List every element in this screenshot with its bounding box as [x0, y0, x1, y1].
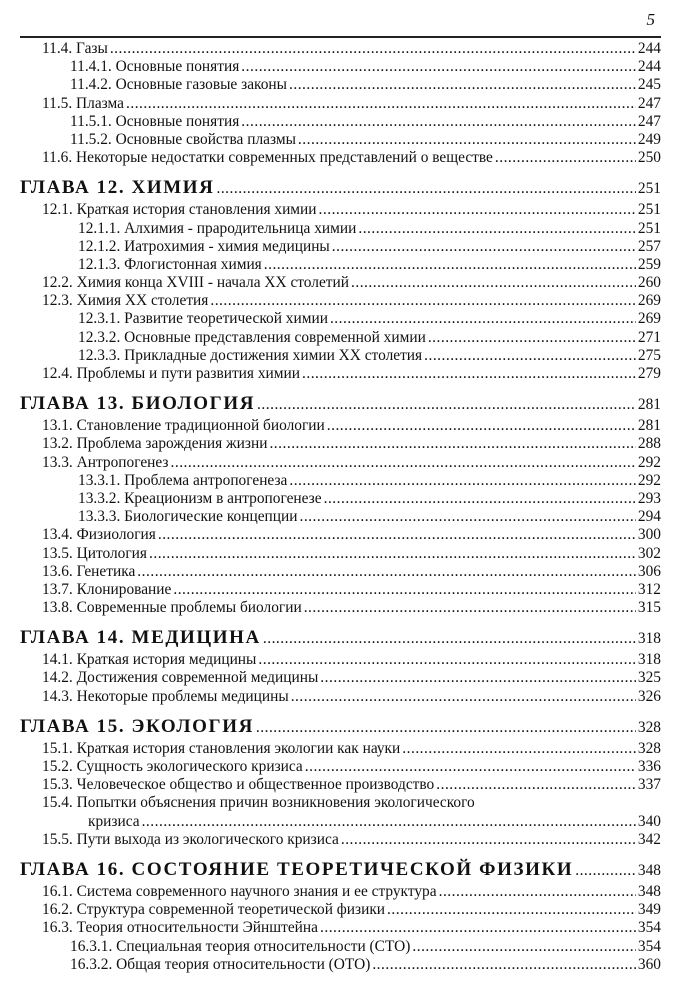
dot-leader: [320, 919, 636, 937]
dot-leader: [299, 508, 635, 526]
dot-leader: [173, 581, 636, 599]
toc-entry: [20, 776, 661, 794]
toc-chapter: [20, 393, 661, 416]
toc-page-number: 257: [637, 237, 661, 255]
toc-entry-title: 12.3. Химия XX столетия: [42, 292, 209, 310]
toc-page-number: 247: [637, 112, 661, 130]
toc-page-number: 348: [637, 882, 661, 900]
toc-entry-title: 13.3. Антропогенез: [42, 453, 169, 471]
toc-entry-title: 13.7. Клонирование: [42, 580, 172, 598]
toc-page-number: 250: [637, 149, 661, 167]
toc-entry-title: 11.4.1. Основные понятия: [70, 58, 240, 76]
dot-leader: [341, 831, 636, 849]
dot-leader: [216, 178, 635, 200]
toc-entry-title: 15.4. Попытки объяснения причин возникновения экологического: [42, 794, 475, 812]
toc-entry-title: 14.1. Краткая история медицины: [42, 651, 257, 669]
chapter-title: ГЛАВА 14. МЕДИЦИНА: [20, 627, 261, 649]
dot-leader: [241, 58, 636, 76]
toc-entry: [20, 563, 661, 581]
toc-entry-title: 16.2. Структура современной теоретической физики: [42, 901, 386, 919]
toc-entry-title: 11.4. Газы: [42, 40, 108, 57]
toc-page-number: 325: [637, 669, 661, 687]
toc-entry-title: 14.3. Некоторые проблемы медицины: [42, 687, 289, 705]
dot-leader: [269, 435, 635, 453]
toc-entry-title: 12.1.3. Флогистонная химия: [78, 255, 262, 273]
toc-page-number: 328: [637, 739, 661, 757]
toc-entry-title: 11.6. Некоторые недостатки современных представлений о веществе: [42, 149, 493, 167]
toc-entry: [20, 472, 661, 490]
toc-entry-title: 16.3. Теория относительности Эйнштейна: [42, 919, 318, 937]
toc-entry: [20, 329, 661, 347]
toc-entry: [20, 831, 661, 849]
toc-entry: [20, 220, 661, 238]
toc-page-number: 292: [637, 471, 661, 489]
toc-page-number: 244: [637, 40, 661, 57]
toc-entry-title: 13.6. Генетика: [42, 562, 136, 580]
toc-entry: [20, 508, 661, 526]
toc-entry-title: 11.4.2. Основные газовые законы: [70, 76, 287, 94]
dot-leader: [575, 860, 636, 882]
dot-leader: [158, 526, 636, 544]
chapter-title: ГЛАВА 15. ЭКОЛОГИЯ: [20, 715, 254, 737]
toc-entry-title: 13.5. Цитология: [42, 544, 147, 562]
dot-leader: [358, 220, 636, 238]
dot-leader: [263, 628, 636, 650]
toc-entry-title: 15.2. Сущность экологического кризиса: [42, 758, 303, 775]
toc-entry: [20, 238, 661, 256]
dot-leader: [171, 454, 636, 472]
toc-entry-title: 12.4. Проблемы и пути развития химии: [42, 365, 300, 382]
toc-page-number: 247: [637, 94, 661, 112]
toc-entry-title: 12.1.1. Алхимия - прародительница химии: [78, 219, 357, 237]
toc-page-number: 293: [637, 489, 661, 507]
toc-entry: [20, 919, 661, 937]
toc-entry: [20, 454, 661, 472]
toc-page-number: 292: [637, 453, 661, 471]
toc-page-number: 269: [637, 292, 661, 310]
dot-leader: [327, 417, 636, 435]
header-rule: [20, 36, 661, 38]
toc-page-number: 300: [637, 526, 661, 544]
toc-entry: [20, 938, 661, 956]
toc-entry: [20, 347, 661, 365]
toc-entry-title: 16.3.1. Специальная теория относительности (СТО): [70, 937, 411, 955]
toc-page-number: 281: [637, 417, 661, 435]
toc-entry-title: 15.3. Человеческое общество и общественное производство: [42, 776, 435, 794]
dot-leader: [319, 201, 636, 219]
toc-entry: [20, 883, 661, 901]
toc-entry-title: 13.1. Становление традиционной биологии: [42, 417, 325, 435]
toc-entry-title: 13.8. Современные проблемы биологии: [42, 599, 302, 617]
toc-page-number: 251: [637, 201, 661, 219]
toc-entry-title: 14.2. Достижения современной медицины: [42, 669, 319, 687]
dot-leader: [110, 40, 636, 58]
toc-page-number: 260: [637, 274, 661, 292]
toc-entry: [20, 40, 661, 58]
toc-page-number: 318: [637, 630, 661, 648]
toc-entry-title: 11.5.1. Основные понятия: [70, 112, 240, 130]
toc-page-number: 348: [637, 861, 661, 879]
dot-leader: [241, 113, 636, 131]
toc-page-number: 288: [637, 435, 661, 453]
toc-entry: [20, 688, 661, 706]
dot-leader: [291, 688, 636, 706]
dot-leader: [302, 365, 636, 383]
toc-entry-title: 12.2. Химия конца XVIII - начала XX столетий: [42, 274, 349, 292]
toc-entry-title: 12.1. Краткая история становления химии: [42, 201, 317, 219]
toc-page-number: 271: [637, 328, 661, 346]
chapter-title: ГЛАВА 12. ХИМИЯ: [20, 177, 215, 199]
toc-entry: [20, 256, 661, 274]
toc-page-number: 275: [637, 346, 661, 364]
toc-page-number: 336: [637, 758, 661, 775]
toc-entry-title: 11.5. Плазма: [42, 94, 125, 112]
dot-leader: [126, 95, 636, 113]
toc-entry-title: 15.1. Краткая история становления экологии как науки: [42, 739, 401, 757]
toc-entry-title: 13.3.1. Проблема антропогенеза: [78, 471, 288, 489]
toc-page-number: 245: [637, 76, 661, 94]
toc-entry-title: 13.3.3. Биологические концепции: [78, 508, 298, 526]
toc-entry: [20, 58, 661, 76]
toc-entry: [20, 274, 661, 292]
dot-leader: [305, 758, 636, 776]
toc-page-number: 302: [637, 544, 661, 562]
toc-entry-title-continued: кризиса: [88, 812, 140, 830]
dot-leader: [372, 956, 636, 974]
toc-entry-title: 15.5. Пути выхода из экологического кризиса: [42, 830, 339, 848]
dot-leader: [258, 651, 636, 669]
dot-leader: [351, 274, 636, 292]
toc-entry: [20, 581, 661, 599]
chapter-title: ГЛАВА 13. БИОЛОГИЯ: [20, 393, 256, 415]
dot-leader: [402, 740, 636, 758]
toc-page-number: 318: [637, 651, 661, 669]
toc-entry: [20, 365, 661, 383]
toc-page-number: 294: [637, 508, 661, 526]
dot-leader: [304, 599, 636, 617]
toc-entry: [20, 131, 661, 149]
toc-chapter: [20, 716, 661, 739]
toc-page-number: 342: [637, 830, 661, 848]
dot-leader: [495, 149, 636, 167]
dot-leader: [149, 545, 636, 563]
dot-leader: [142, 813, 636, 831]
toc-entry-title: 12.3.1. Развитие теоретической химии: [78, 310, 328, 328]
toc-page-number: 340: [637, 812, 661, 830]
toc-page-number: 349: [637, 901, 661, 919]
toc-entry: [20, 901, 661, 919]
toc-entry: [20, 669, 661, 687]
toc-page-number: 279: [637, 365, 661, 382]
toc-chapter: [20, 177, 661, 200]
toc-page-number: 337: [637, 776, 661, 794]
dot-leader: [439, 883, 636, 901]
toc-page-number: 244: [637, 58, 661, 76]
dot-leader: [412, 938, 636, 956]
dot-leader: [332, 238, 636, 256]
dot-leader: [324, 490, 636, 508]
dot-leader: [436, 776, 636, 794]
toc-entry-title: 16.3.2. Общая теория относительности (ОТО): [70, 955, 371, 973]
dot-leader: [257, 394, 636, 416]
page-number: 5: [646, 10, 655, 29]
toc-entry: [20, 490, 661, 508]
toc-entry: [20, 599, 661, 617]
dot-leader: [320, 669, 636, 687]
toc-entry-title: 12.1.2. Иатрохимия - химия медицины: [78, 237, 330, 255]
toc-entry: [20, 76, 661, 94]
toc-page-number: 312: [637, 580, 661, 598]
toc-entry: [20, 310, 661, 328]
toc-entry: [20, 545, 661, 563]
toc-entry-title: 11.5.2. Основные свойства плазмы: [70, 130, 296, 148]
toc-page-number: 259: [637, 255, 661, 273]
toc-page-number: 328: [637, 718, 661, 736]
toc-page-number: 326: [637, 687, 661, 705]
toc-page-number: 315: [637, 599, 661, 617]
toc-entry: [20, 417, 661, 435]
toc-entry-title: 13.2. Проблема зарождения жизни: [42, 435, 268, 453]
toc-entry-title: 12.3.2. Основные представления современной химии: [78, 328, 426, 346]
chapter-title: ГЛАВА 16. СОСТОЯНИЕ ТЕОРЕТИЧЕСКОЙ ФИЗИКИ: [20, 858, 574, 880]
dot-leader: [210, 292, 636, 310]
dot-leader: [264, 256, 636, 274]
toc-entry-title: 13.4. Физиология: [42, 526, 156, 544]
toc-entry: [20, 526, 661, 544]
toc-page-number: 249: [637, 130, 661, 148]
toc-entry: [20, 292, 661, 310]
toc-entry: [20, 113, 661, 131]
toc-page-number: 306: [637, 562, 661, 580]
toc-entry: [20, 956, 661, 974]
toc-entry: [20, 794, 661, 830]
toc-entry: [20, 149, 661, 167]
toc-page-number: 281: [637, 396, 661, 414]
toc-entry-title: 12.3.3. Прикладные достижения химии XX столетия: [78, 346, 423, 364]
toc-page-number: 354: [637, 937, 661, 955]
dot-leader: [330, 310, 636, 328]
toc-chapter: [20, 627, 661, 650]
toc-page-number: 251: [637, 180, 661, 198]
toc-entry-title: 16.1. Система современного научного знания и ее структура: [42, 882, 437, 900]
dot-leader: [387, 901, 636, 919]
dot-leader: [289, 76, 636, 94]
toc-chapter: [20, 859, 661, 882]
table-of-contents: [20, 40, 661, 974]
toc-page-number: 251: [637, 219, 661, 237]
dot-leader: [289, 472, 636, 490]
toc-page-number: 354: [637, 919, 661, 937]
toc-entry: [20, 95, 661, 113]
toc-entry: [20, 435, 661, 453]
toc-page-number: 269: [637, 310, 661, 328]
dot-leader: [137, 563, 636, 581]
toc-entry: [20, 651, 661, 669]
toc-entry: [20, 758, 661, 776]
dot-leader: [256, 717, 636, 739]
toc-entry: [20, 201, 661, 219]
dot-leader: [424, 347, 636, 365]
toc-page-number: 360: [637, 955, 661, 973]
dot-leader: [428, 329, 636, 347]
toc-entry-title: 13.3.2. Креационизм в антропогенезе: [78, 489, 322, 507]
toc-entry: [20, 740, 661, 758]
dot-leader: [298, 131, 636, 149]
